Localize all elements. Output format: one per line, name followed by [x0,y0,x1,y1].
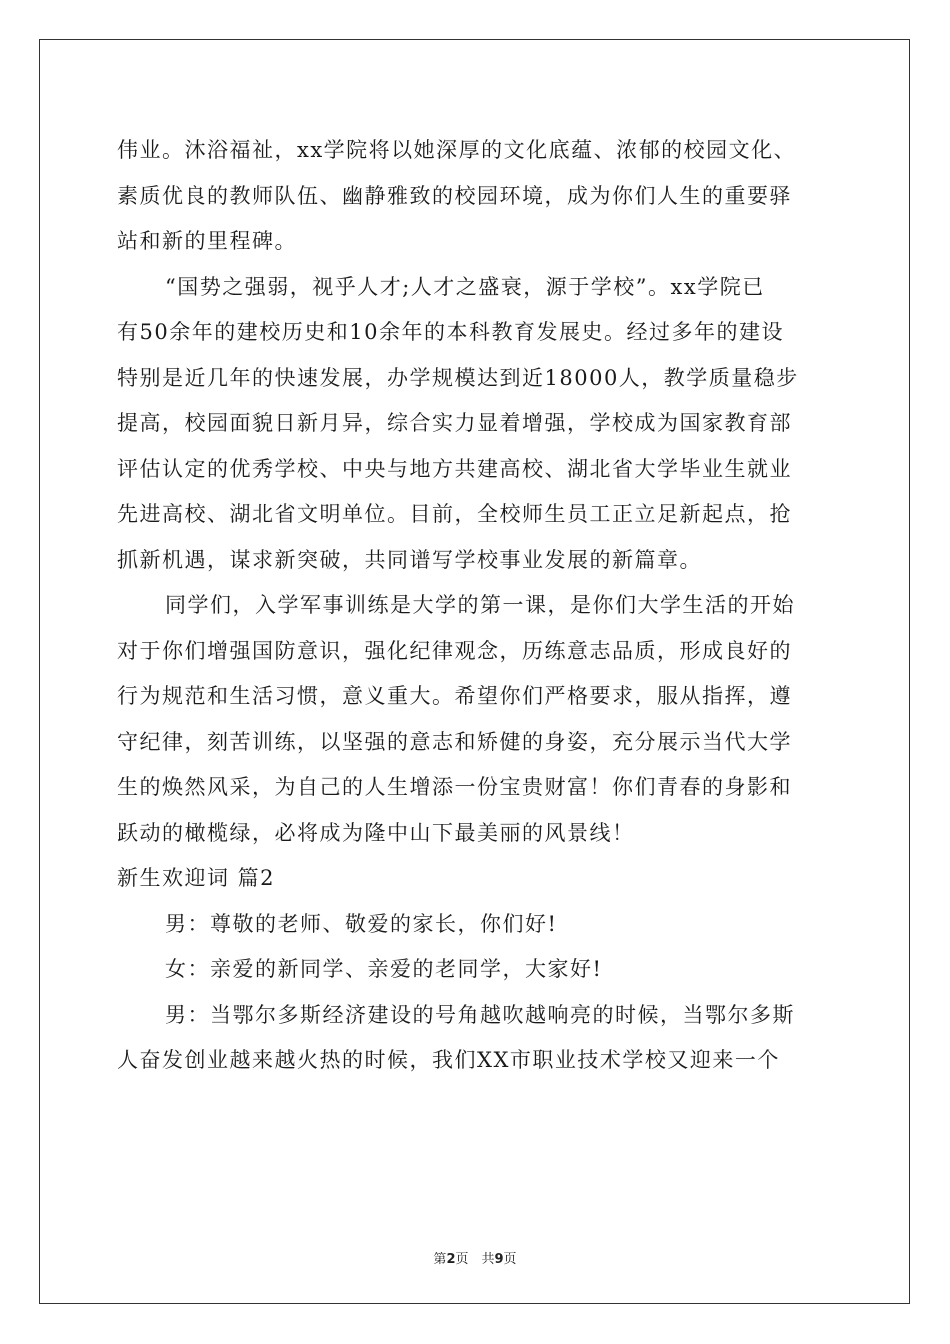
text-line: 守纪律，刻苦训练，以坚强的意志和矫健的身姿，充分展示当代大学 [117,729,792,754]
text-line: 素质优良的教师队伍、幽静雅致的校园环境，成为你们人生的重要驿 [117,183,792,208]
text-line: “国势之强弱，视乎人才;人才之盛衰，源于学校”。xx学院已 [165,274,765,299]
text-line: 行为规范和生活习惯，意义重大。希望你们严格要求，服从指挥，遵 [117,684,792,708]
text-line: 抓新机遇，谋求新突破，共同谱写学校事业发展的新篇章。 [117,547,702,572]
text-line: 生的焕然风采，为自己的人生增添一份宝贵财富！你们青春的身影和 [117,775,792,799]
text-line: 男：尊敬的老师、敬爱的家长，你们好! [165,911,558,936]
footer-prefix: 第 [433,1252,447,1267]
page-number-footer [0,1248,950,1267]
text-line: 男：当鄂尔多斯经济建设的号角越吹越响亮的时候，当鄂尔多斯 [165,1002,795,1027]
text-line: 新生欢迎词 篇2 [117,866,276,890]
text-line: 女：亲爱的新同学、亲爱的老同学，大家好! [165,957,603,981]
text-line: 站和新的里程碑。 [117,229,297,253]
text-line: 对于你们增强国防意识，强化纪律观念，历练意志品质，形成良好的 [117,638,792,663]
text-line: 人奋发创业越来越火热的时候，我们XX市职业技术学校又迎来一个 [117,1048,780,1072]
text-line: 特别是近几年的快速发展，办学规模达到近18000人，教学质量稳步 [117,365,799,390]
document-body [117,128,837,1084]
footer-current-page: 2 [446,1252,456,1267]
footer-total-pages: 9 [494,1252,504,1267]
text-line: 同学们，入学军事训练是大学的第一课，是你们大学生活的开始 [165,593,795,617]
text-line: 先进高校、湖北省文明单位。目前，全校师生员工正立足新起点，抢 [117,502,792,526]
text-line: 评估认定的优秀学校、中央与地方共建高校、湖北省大学毕业生就业 [117,456,792,481]
text-line: 伟业。沐浴福祉，xx学院将以她深厚的文化底蕴、浓郁的校园文化、 [117,138,797,162]
footer-middle: 页 共 [455,1252,495,1267]
text-line: 有50余年的建校历史和10余年的本科教育发展史。经过多年的建设 [117,320,784,344]
text-line: 提高，校园面貌日新月异，综合实力显着增强，学校成为国家教育部 [117,411,792,435]
text-line: 跃动的橄榄绿，必将成为隆中山下最美丽的风景线！ [117,820,635,845]
footer-suffix: 页 [503,1252,517,1267]
